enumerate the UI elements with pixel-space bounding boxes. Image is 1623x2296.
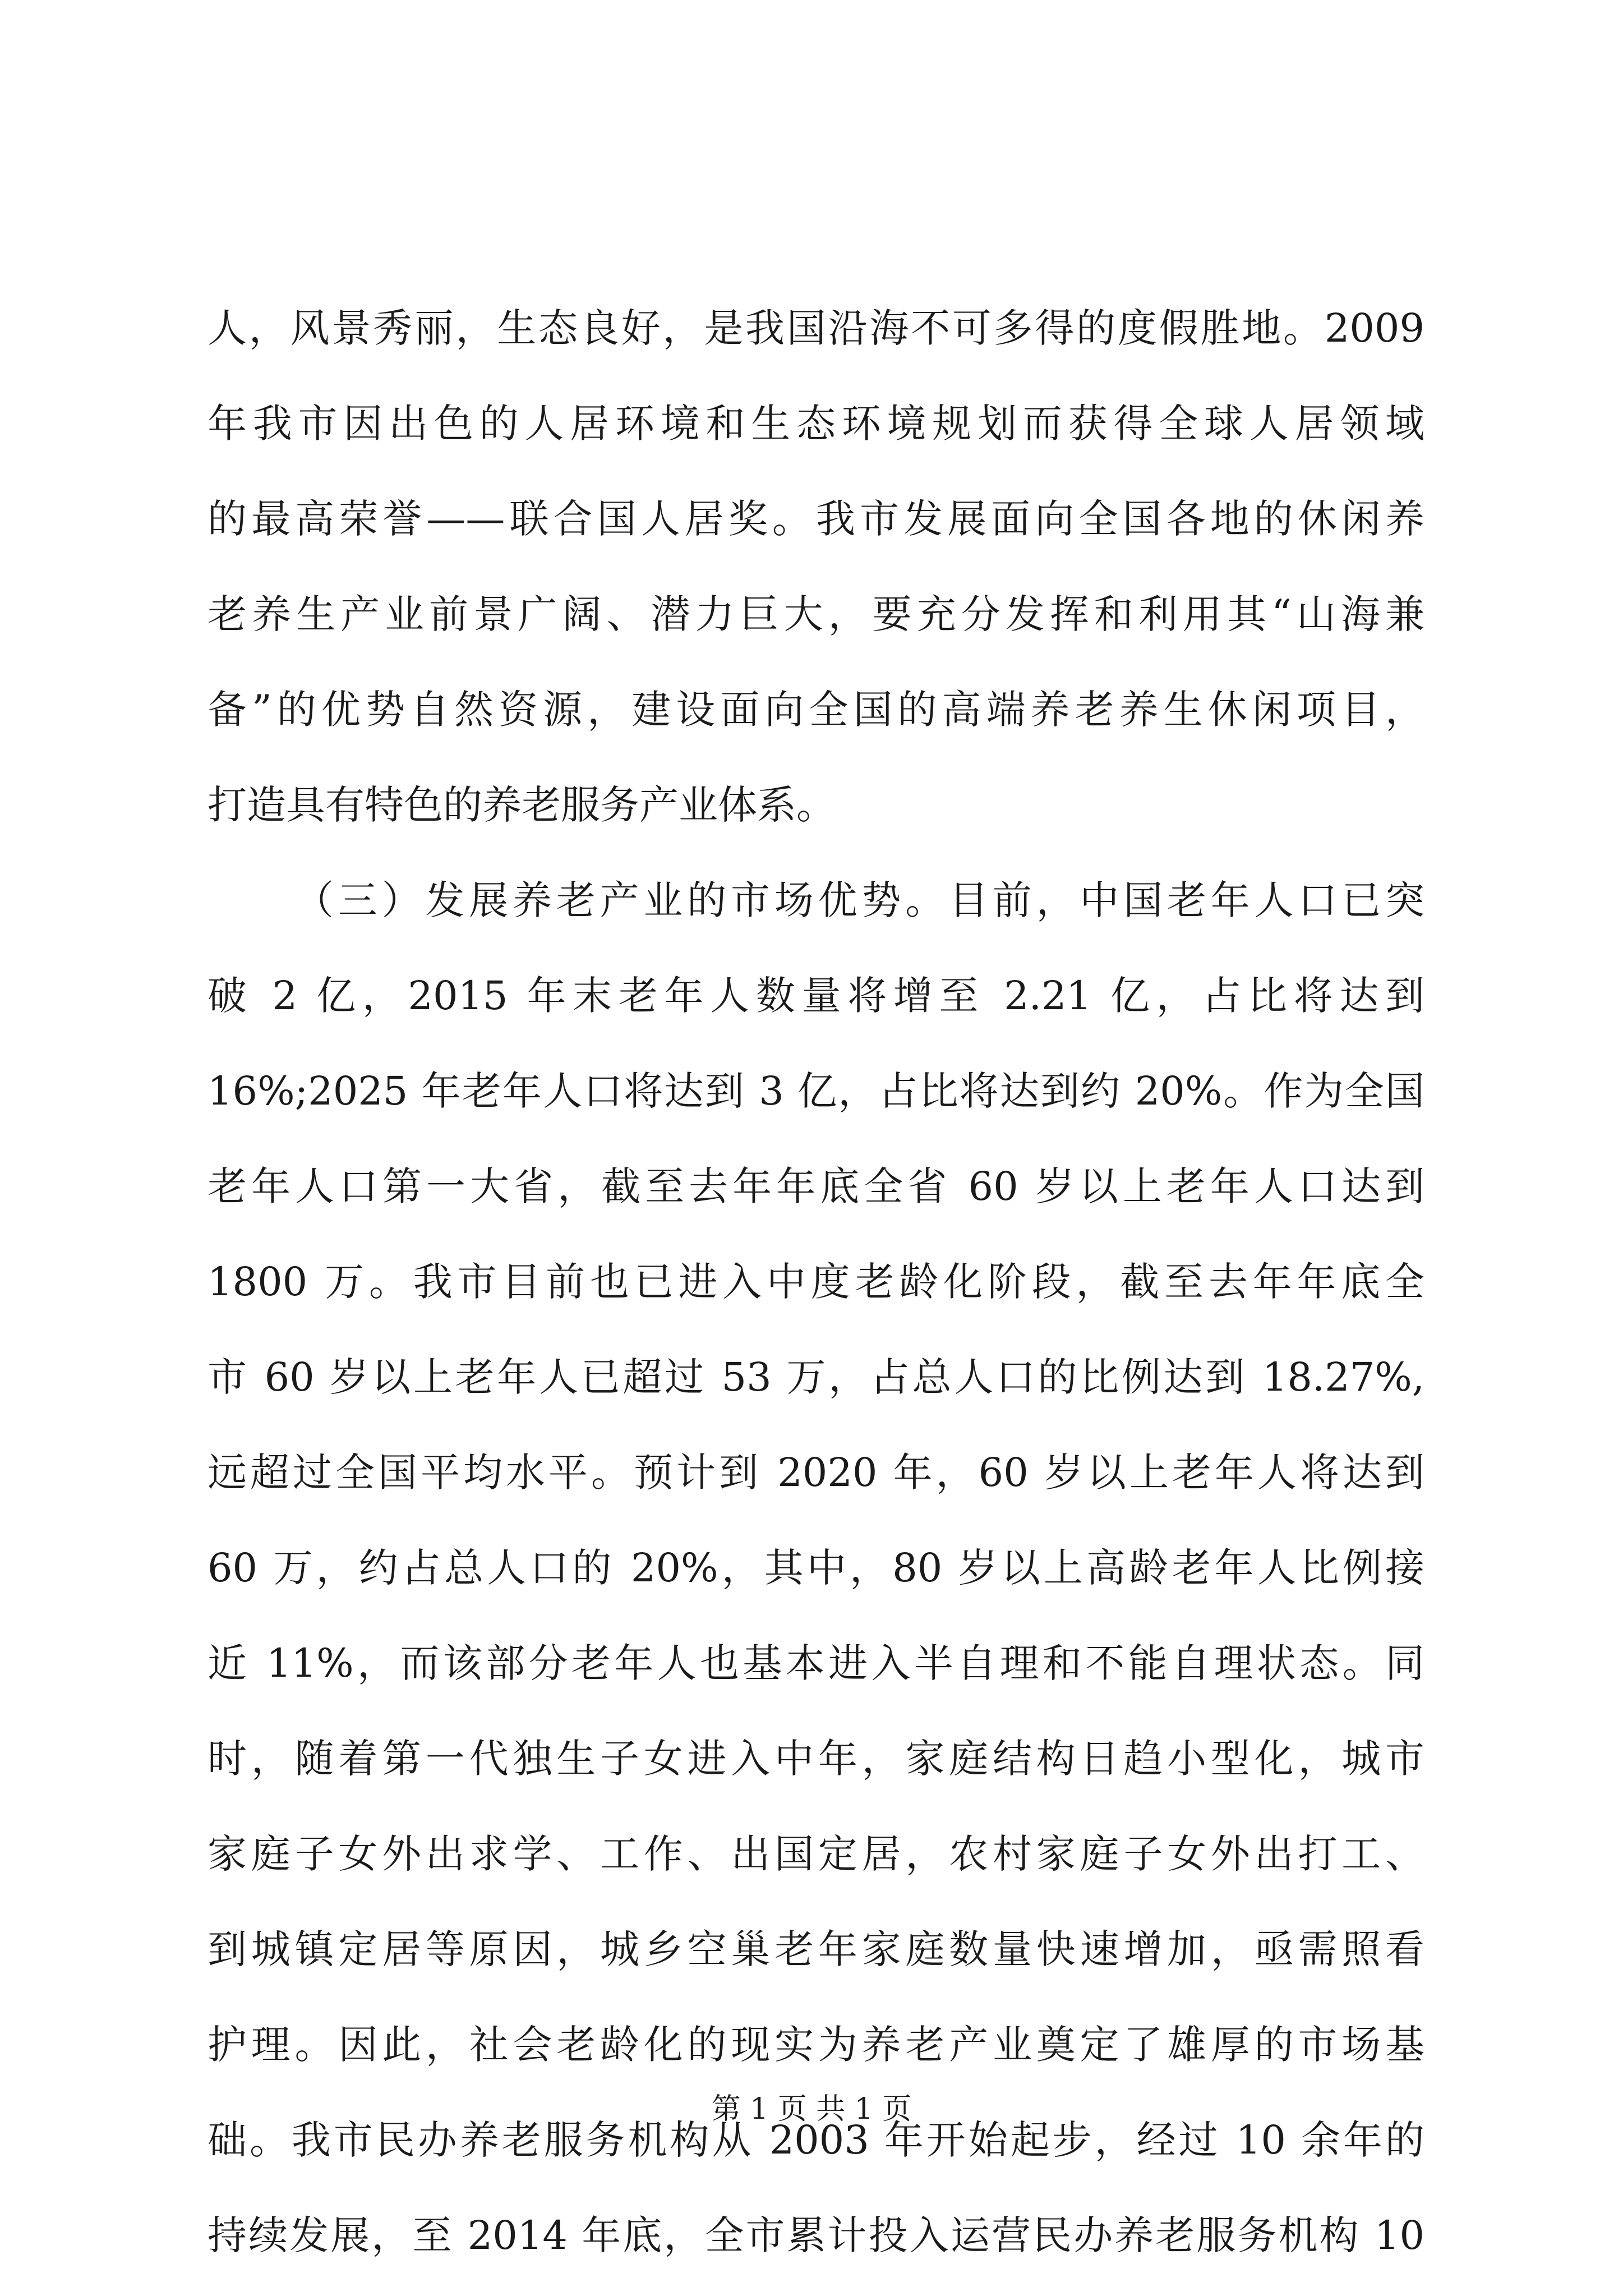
text-line: 年我市因出色的人居环境和生态环境规划而获得全球人居领域 (208, 401, 1424, 447)
text-line: 的最高荣誉——联合国人居奖。我市发展面向全国各地的休闲养 (208, 496, 1424, 542)
text-line: 护理。因此，社会老龄化的现实为养老产业奠定了雄厚的市场基 (208, 2022, 1424, 2068)
text-line: 时，随着第一代独生子女进入中年，家庭结构日趋小型化，城市 (208, 1736, 1424, 1782)
text-line: 1800 万。我市目前也已进入中度老龄化阶段，截至去年年底全 (208, 1259, 1424, 1305)
text-line: 破 2 亿，2015 年末老年人数量将增至 2.21 亿，占比将达到 (208, 973, 1424, 1019)
text-line: 60 万，约占总人口的 20%，其中，80 岁以上高龄老年人比例接 (208, 1545, 1424, 1591)
page-number-label: 第 1 页 共 1 页 (711, 2092, 912, 2126)
text-line: 远超过全国平均水平。预计到 2020 年，60 岁以上老年人将达到 (208, 1450, 1424, 1496)
text-line: 础。我市民办养老服务机构从 2003 年开始起步，经过 10 余年的 (208, 2117, 1424, 2163)
text-line: 备”的优势自然资源，建设面向全国的高端养老养生休闲项目， (208, 687, 1424, 733)
text-line: 16%;2025 年老年人口将达到 3 亿，占比将达到约 20%。作为全国 (208, 1068, 1424, 1114)
text-line: 打造具有特色的养老服务产业体系。 (208, 782, 836, 828)
text-line: 持续发展，至 2014 年底，全市累计投入运营民办养老服务机构 10 (208, 2212, 1424, 2258)
text-line: 家庭子女外出求学、工作、出国定居，农村家庭子女外出打工、 (208, 1831, 1424, 1877)
text-line: 近 11%，而该部分老年人也基本进入半自理和不能自理状态。同 (208, 1640, 1424, 1686)
text-line: 市 60 岁以上老年人已超过 53 万，占总人口的比例达到 18.27%, (208, 1354, 1424, 1400)
text-line: 人，风景秀丽，生态良好，是我国沿海不可多得的度假胜地。2009 (208, 305, 1424, 351)
text-line: 老养生产业前景广阔、潜力巨大，要充分发挥和利用其“山海兼 (208, 591, 1424, 637)
document-body (208, 280, 1424, 2283)
text-line: （三）发展养老产业的市场优势。目前，中国老年人口已突 (294, 877, 1424, 923)
text-line: 老年人口第一大省，截至去年年底全省 60 岁以上老年人口达到 (208, 1163, 1424, 1209)
page-footer (0, 2090, 1623, 2129)
text-line: 到城镇定居等原因，城乡空巢老年家庭数量快速增加，亟需照看 (208, 1926, 1424, 1972)
